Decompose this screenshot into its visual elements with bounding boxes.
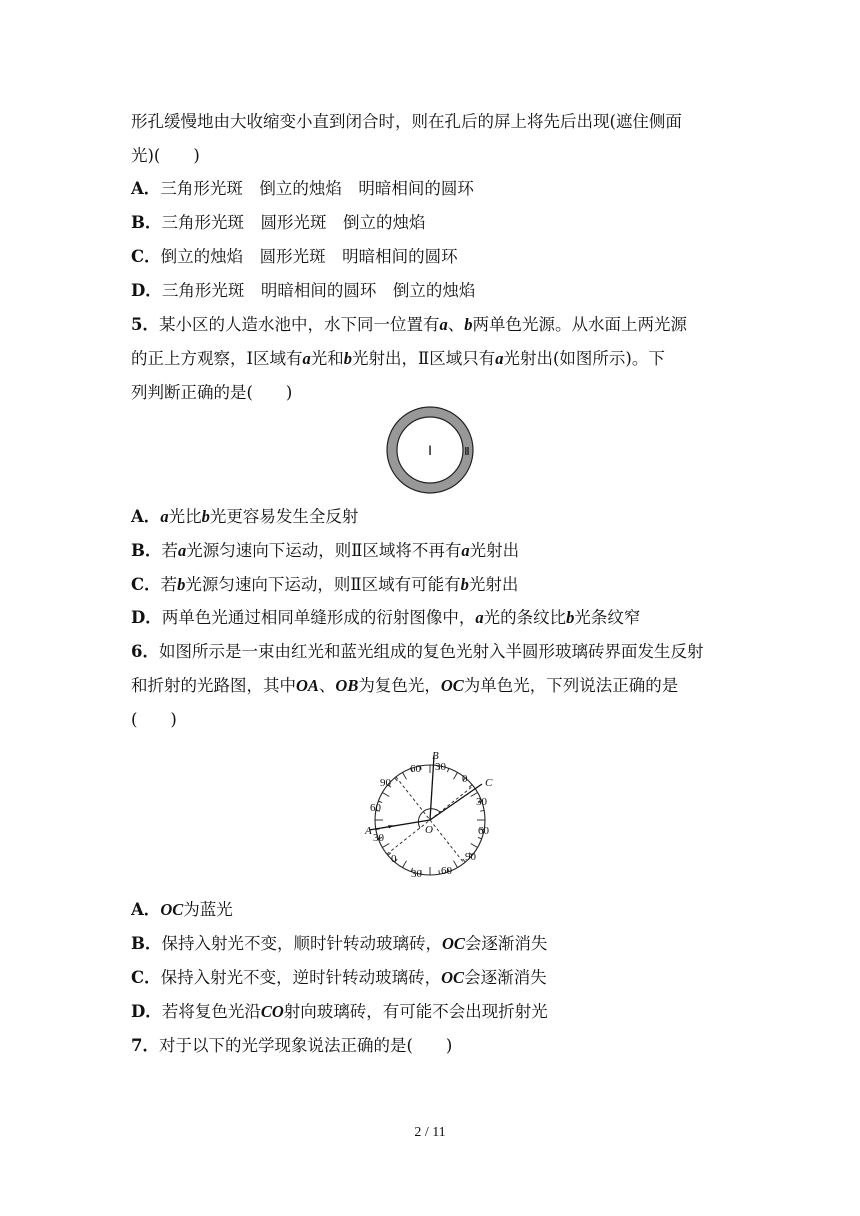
dial-tick — [403, 861, 407, 868]
q7-line-1 — [131, 1035, 452, 1057]
q4-option-c — [131, 246, 458, 268]
option-text: 保持入射光不变，顺时针转动玻璃砖， — [161, 934, 442, 953]
question-number: 7． — [131, 1036, 159, 1055]
q6-text: 和折射的光路图，其中 — [131, 676, 296, 695]
symbol-a: a — [160, 507, 169, 526]
symbol-b: b — [464, 315, 473, 334]
tick-label-30d: 30 — [476, 796, 487, 808]
tick-label-0a: 0 — [391, 853, 397, 865]
q5-option-c — [131, 574, 518, 596]
q6-text: 为复色光， — [358, 676, 441, 695]
option-text: 保持入射光不变，逆时针转动玻璃砖， — [160, 968, 442, 987]
symbol-b: b — [177, 575, 186, 594]
region-i-label: Ⅰ — [428, 443, 432, 458]
dial-tick — [471, 844, 478, 848]
dial-tick — [478, 837, 482, 838]
option-text: 三角形光斑 圆形光斑 倒立的烛焰 — [161, 213, 426, 232]
label-b: B — [432, 750, 439, 762]
option-key: C． — [131, 247, 161, 266]
dial-tick — [439, 870, 440, 874]
symbol-a: a — [461, 541, 470, 560]
option-key: B． — [131, 541, 162, 560]
q4-line-1: 形孔缓慢地由大收缩变小直到闭合时，则在孔后的屏上将先后出现(遮住侧面 — [131, 112, 682, 131]
q6-option-d — [131, 1001, 548, 1023]
option-key: D． — [131, 608, 162, 627]
symbol-b: b — [566, 608, 575, 627]
option-text: 若将复色光沿 — [161, 1002, 261, 1021]
option-text: 倒立的烛焰 圆形光斑 明暗相间的圆环 — [160, 247, 458, 266]
q4-line-2: 光)( ) — [131, 146, 200, 165]
region-ii-label: Ⅱ — [464, 446, 470, 458]
symbol-co: CO — [260, 1002, 284, 1021]
option-text: 两单色光通过相同单缝形成的衍射图像中， — [161, 608, 476, 627]
dial-tick — [382, 793, 389, 797]
option-key: A． — [131, 507, 161, 526]
symbol-oc: OC — [160, 900, 184, 919]
tick-label-90b: 90 — [465, 851, 476, 863]
symbol-oc: OC — [441, 968, 465, 987]
q5-text: 光射出，Ⅱ区域只有 — [352, 349, 496, 368]
tick-label-30b: 30 — [411, 868, 422, 880]
option-text: 若 — [161, 541, 178, 560]
tick-label-60c: 60 — [410, 763, 421, 775]
option-text: 光比 — [168, 507, 202, 526]
q7-text: 对于以下的光学现象说法正确的是( ) — [158, 1036, 453, 1055]
q4-option-a — [131, 178, 474, 200]
dial-tick — [382, 844, 389, 848]
symbol-a: a — [475, 608, 484, 627]
dial-tick — [454, 772, 458, 779]
option-key: D． — [131, 1002, 162, 1021]
tick-label-0c: 0 — [462, 773, 468, 785]
option-key: B． — [131, 934, 162, 953]
symbol-a: a — [495, 349, 504, 368]
ray-oc — [430, 784, 482, 820]
ring-region-figure — [384, 404, 476, 496]
option-key: C． — [131, 968, 161, 987]
option-text: 光射出 — [468, 575, 519, 594]
q6-option-a — [131, 899, 233, 921]
option-text: 光更容易发生全反射 — [209, 507, 359, 526]
protractor-figure — [356, 742, 506, 880]
option-text: 光的条纹比 — [483, 608, 567, 627]
q5-option-b — [131, 540, 519, 562]
q5-text: 的正上方观察，Ⅰ区域有 — [131, 349, 303, 368]
dial-tick — [403, 772, 407, 779]
tick-label-60d: 60 — [478, 825, 489, 837]
ray-arrow — [388, 825, 394, 828]
dial-tick — [447, 768, 448, 772]
q6-text: 为单色光，下列说法正确的是 — [463, 676, 679, 695]
label-c: C — [485, 777, 493, 789]
q6-option-c — [131, 967, 547, 989]
q5-text: 光和 — [310, 349, 344, 368]
q4-option-b — [131, 212, 425, 234]
symbol-oa: OA — [296, 676, 319, 695]
option-text: 会逐渐消失 — [464, 968, 547, 987]
option-text: 光源匀速向下运动，则Ⅱ区域将不再有 — [186, 541, 462, 560]
q5-text: 某小区的人造水池中，水下同一位置有 — [158, 315, 440, 334]
label-a: A — [365, 825, 372, 837]
dial-tick — [480, 810, 484, 811]
question-number: 5． — [131, 315, 159, 334]
option-key: D． — [131, 281, 162, 300]
q5-line-3: 列判断正确的是( ) — [131, 383, 293, 402]
symbol-b: b — [343, 349, 353, 368]
option-text: 光条纹窄 — [574, 608, 641, 627]
symbol-b: b — [201, 507, 210, 526]
q6-line-3: ( ) — [131, 710, 177, 729]
dial-tick — [469, 785, 472, 788]
option-text: 会逐渐消失 — [464, 934, 548, 953]
symbol-a: a — [439, 315, 448, 334]
option-text: 三角形光斑 倒立的烛焰 明暗相间的圆环 — [160, 179, 474, 198]
option-text: 为蓝光 — [183, 900, 233, 919]
option-text: 光射出 — [469, 541, 520, 560]
q4-option-d — [131, 280, 475, 302]
option-text: 若 — [160, 575, 178, 594]
tick-label-90a: 90 — [380, 777, 391, 789]
q6-text: 如图所示是一束由红光和蓝光组成的复色光射入半圆形玻璃砖界面发生反射 — [158, 642, 704, 661]
tick-label-60a: 60 — [370, 802, 381, 814]
q6-option-b — [131, 933, 547, 955]
q5-line-2 — [131, 348, 665, 370]
label-o: O — [425, 824, 433, 836]
symbol-b: b — [460, 575, 469, 594]
option-key: A． — [131, 900, 161, 919]
option-key: A． — [131, 179, 161, 198]
tick-label-60b: 60 — [441, 865, 452, 877]
tick-label-30c: 30 — [435, 761, 446, 773]
q5-option-a — [131, 506, 358, 528]
q5-text: 两单色光源。从水面上两光源 — [472, 315, 687, 334]
q5-line-1 — [131, 314, 687, 336]
page-number: 2 / 11 — [414, 1125, 446, 1140]
tick-label-30a: 30 — [373, 832, 384, 844]
separator: 、 — [318, 676, 336, 695]
option-text: 三角形光斑 明暗相间的圆环 倒立的烛焰 — [161, 281, 476, 300]
q6-line-1 — [131, 641, 703, 663]
symbol-a: a — [302, 349, 311, 368]
option-text: 射向玻璃砖，有可能不会出现折射光 — [283, 1002, 548, 1021]
symbol-oc: OC — [441, 934, 465, 953]
dial-tick — [454, 861, 458, 868]
separator: 、 — [447, 315, 465, 334]
symbol-oc: OC — [440, 676, 464, 695]
option-key: C． — [131, 575, 161, 594]
q5-option-d — [131, 607, 640, 629]
option-key: B． — [131, 213, 162, 232]
q6-line-2 — [131, 675, 678, 697]
ray-ob — [430, 756, 434, 820]
question-number: 6． — [131, 642, 159, 661]
symbol-a: a — [177, 541, 187, 560]
ray-oa — [369, 820, 430, 830]
symbol-ob: OB — [335, 676, 359, 695]
option-text: 光源匀速向下运动，则Ⅱ区域有可能有 — [185, 575, 461, 594]
q5-text: 光射出(如图所示)。下 — [503, 349, 665, 368]
